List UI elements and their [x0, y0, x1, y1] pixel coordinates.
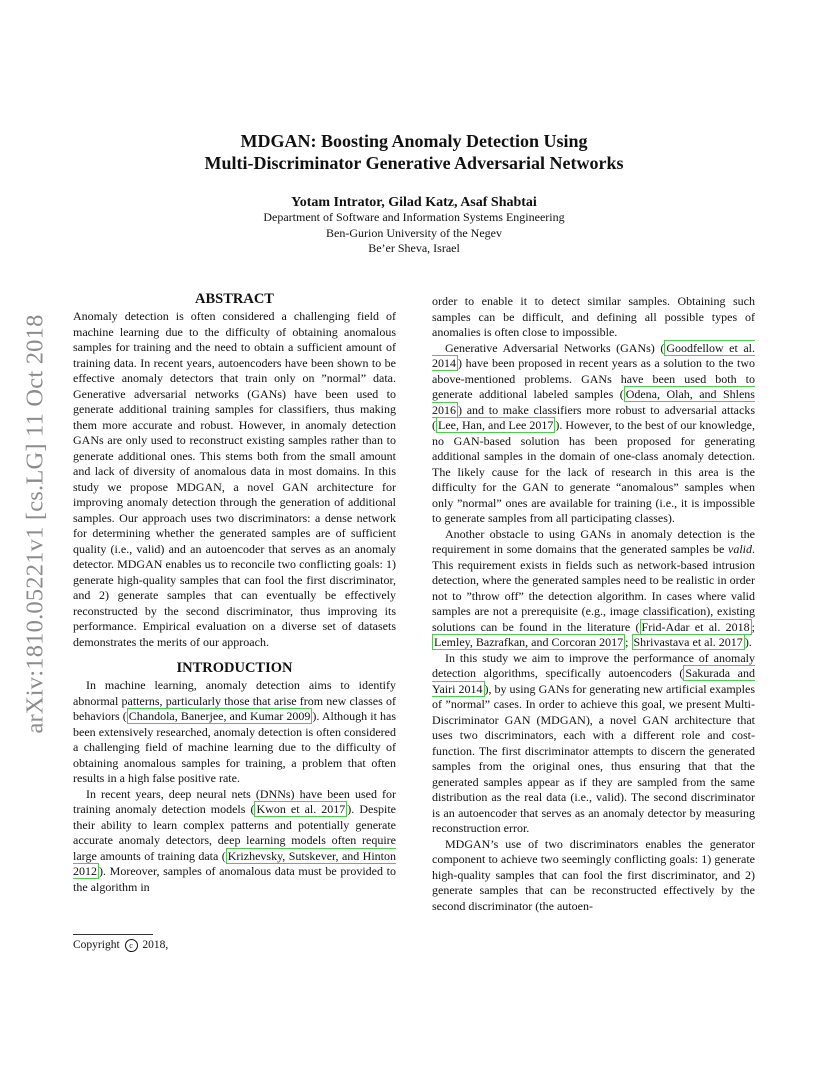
paper-title — [0, 130, 828, 174]
text-run: Generative Adversarial Networks (GANs) ( — [445, 340, 665, 355]
arxiv-stamp-text: arXiv:1810.05221v1 [cs.LG] 11 Oct 2018 — [22, 314, 50, 734]
title-line-1: MDGAN: Boosting Anomaly Detection Using — [240, 131, 588, 151]
abstract-text: Anomaly detection is often considered a challenging field of machine learning due to the difficulty of obtaining anomalous samples for training and the need to obtain a sufficient amount of training data. In recent years, autoencoders have been shown to be effective anomaly detectors that train only on ”normal” data. Generative adversarial networks (GANs) have been used to generate additional training samples for classifiers, thus making them more accurate and robust. However, in anomaly detection GANs are only used to reconstruct existing samples rather than to generate additional ones. This stems both from the small amount and lack of diversity of anomalous data in most domains. In this study we propose MDGAN, a novel GAN architecture for improving anomaly detection through the generation of additional samples. Our approach uses two discriminators: a dense network for determining whether the generated samples are of sufficient quality (i.e., valid) and an autoencoder that serves as an anomaly detector. MDGAN enables us to reconcile two conflicting goals: 1) generate high-quality samples that can fool the first discriminator, and 2) generate samples that can eventually be effectively reconstructed by the second discriminator, thus improving its performance. Empirical evaluation on a diverse set of datasets demonstrates the merits of our approach. — [73, 309, 396, 649]
affiliation — [0, 210, 828, 257]
text-run: Another obstacle to using GANs in anomaly detection is the requirement in some domains that the generated samples be — [432, 526, 755, 556]
copyright-label: Copyright — [73, 939, 120, 952]
text-run: ; — [625, 635, 632, 649]
text-run: ) have been proposed in recent years as a solution to the two above-mentioned problems. GANs have been used both to generate additional labeled samples ( — [432, 356, 755, 401]
title-line-2: Multi-Discriminator Generative Adversarial Networks — [204, 153, 624, 173]
text-run: ). However, to the best of our knowledge, no GAN-based solution has been proposed for generating additional samples in the domain of one-class anomaly detection. The likely cause for the lack of research in this area is the difficulty for the GAN to generate “anomalous” samples when only ”normal” ones are available for training (i.e., it is impossible to generate samples from all participating classes). — [432, 418, 755, 525]
text-run: ). Despite their ability to learn complex patterns and potentially generate accurate anomaly detectors, deep learning models often require large amounts of training data ( — [73, 802, 396, 863]
intro-paragraph-4 — [432, 527, 755, 651]
footnote-rule — [73, 934, 153, 935]
citation-link[interactable]: Chandola, Banerjee, and Kumar 2009 — [128, 709, 311, 723]
intro-paragraph-6: MDGAN’s use of two discriminators enables the generator component to achieve two seemingly conflicting goals: 1) generate high-quality samples that can fool the first discriminator, and 2) generate samples that can be reconstructed effectively by the second discriminator (the autoen- — [432, 836, 755, 913]
affiliation-line-1: Department of Software and Information Systems Engineering — [263, 210, 565, 224]
citation-link[interactable]: Shrivastava et al. 2017 — [633, 635, 743, 649]
affiliation-line-2: Ben-Gurion University of the Negev — [326, 225, 502, 240]
authors: Yotam Intrator, Gilad Katz, Asaf Shabtai — [291, 195, 537, 210]
text-run: . This requirement exists in fields such as network-based intrusion detection, where the generated samples need to be realistic in order not to ”throw off” the detection algorithm. In cases where valid samples are not a prerequisite (e.g., image classification), existing solutions can be found in the literature ( — [432, 542, 755, 634]
copyright-year: 2018, — [142, 939, 169, 952]
left-column — [73, 290, 396, 895]
text-run: ; — [751, 619, 755, 634]
citation-link[interactable]: Frid-Adar et al. 2018 — [641, 619, 750, 634]
emphasis-text: valid — [728, 542, 752, 556]
text-run: ), by using GANs for generating new artificial examples of ”normal” cases. In order to achieve this goal, we present Multi-Discriminator GAN (MDGAN), a novel GAN architecture that uses two discriminators, each with a different role and cost-function. The first discriminator attempts to discern the generated samples from the original ones, thus ensuring that that the generated samples appear as if they are sampled from the same distribution as the real data (i.e., valid). The second discriminator is an autoencoder that serves as an anomaly detector by measuring reconstruction error. — [432, 681, 755, 835]
citation-link[interactable]: Odena, Olah, and Shlens 2016 — [432, 387, 755, 417]
text-run: In recent years, deep neural nets (DNNs) have been used for training anomaly detection models ( — [73, 786, 396, 816]
citation-link[interactable]: Sakurada and Yairi 2014 — [432, 666, 755, 696]
copyright-footer — [73, 934, 396, 952]
citation-link[interactable]: Lee, Han, and Lee 2017 — [438, 418, 554, 432]
affiliation-line-3: Be’er Sheva, Israel — [368, 241, 460, 255]
text-run: ). Moreover, samples of anomalous data must be provided to the algorithm in — [73, 864, 396, 894]
intro-paragraph-5 — [432, 651, 755, 837]
intro-paragraph-2 — [73, 787, 396, 896]
text-run: ). — [744, 635, 752, 649]
intro-paragraph-3 — [432, 341, 755, 527]
intro-paragraph-continued: order to enable it to detect similar samples. Obtaining such samples can be difficult, and defining all possible types of anomalies is often close to impossible. — [432, 294, 755, 339]
citation-link[interactable]: Krizhevsky, Sutskever, and Hinton 2012 — [73, 848, 397, 878]
citation-link[interactable]: Kwon et al. 2017 — [256, 802, 346, 816]
citation-link[interactable]: Lemley, Bazrafkan, and Corcoran 2017 — [434, 635, 624, 649]
arxiv-stamp — [6, 286, 66, 762]
right-column — [432, 294, 755, 914]
text-run: In this study we aim to improve the performance of anomaly detection algorithms, specifically autoencoders ( — [432, 650, 755, 680]
introduction-heading: INTRODUCTION — [176, 660, 293, 676]
text-run: ). Although it has been extensively researched, anomaly detection is often considered a challenging field of machine learning due to the difficulty of obtaining anomalous samples for training, a problem that often results in a high false positive rate. — [73, 709, 396, 785]
abstract-heading: ABSTRACT — [195, 291, 274, 307]
text-run: In machine learning, anomaly detection aims to identify abnormal patterns, particularly those that arise from new classes of behaviors ( — [73, 678, 396, 723]
copyright-icon: c — [125, 939, 138, 952]
text-run: ) and to make classifiers more robust to adversarial attacks ( — [432, 402, 755, 432]
intro-paragraph-1 — [73, 678, 396, 787]
citation-link[interactable]: Goodfellow et al. 2014 — [432, 340, 755, 370]
